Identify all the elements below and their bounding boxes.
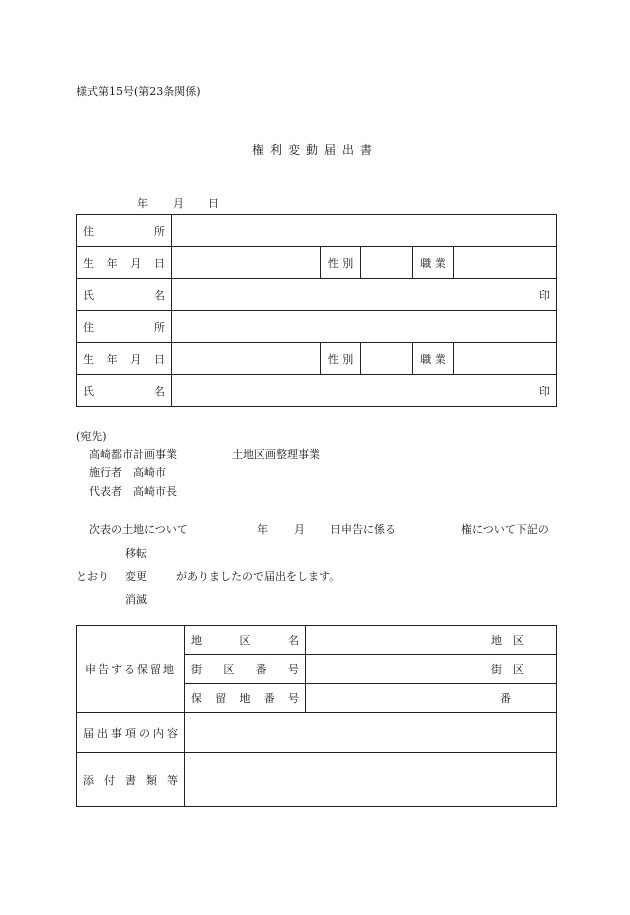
form-number: 様式第15号(第23条関係) <box>76 85 201 98</box>
block-number-field[interactable] <box>306 655 557 684</box>
table-row <box>77 753 557 807</box>
land-table <box>76 625 557 807</box>
body-line1-day: 日申告に係る <box>330 523 396 536</box>
block-number-label: 街 区 番 号 <box>185 655 306 684</box>
occupation-field[interactable] <box>454 343 557 375</box>
applicant-table <box>76 214 557 407</box>
body-line1-year: 年 <box>257 523 268 536</box>
table-row <box>77 279 557 311</box>
block-suffix: 街 区 <box>491 663 524 676</box>
district-name-label: 地 区 名 <box>185 626 306 655</box>
addressee-representative: 代表者 高崎市長 <box>89 485 177 498</box>
table-row <box>77 343 557 375</box>
reserved-land-label: 申告する保留地 <box>77 626 185 713</box>
district-suffix: 地 区 <box>491 634 524 647</box>
body-line1-end: 権について下記の <box>461 523 549 536</box>
birthdate-field[interactable] <box>172 247 321 279</box>
occupation-label: 職 業 <box>413 343 454 375</box>
body-line1-month: 月 <box>294 523 305 536</box>
sex-field[interactable] <box>361 343 413 375</box>
attachments-field[interactable] <box>185 753 557 807</box>
option-extinction: 消滅 <box>125 593 147 606</box>
address-label: 住 所 <box>77 311 172 343</box>
date-month-label: 月 <box>173 197 184 210</box>
table-row <box>77 215 557 247</box>
option-transfer: 移転 <box>125 547 147 560</box>
birthdate-label: 生 年 月 日 <box>77 247 172 279</box>
address-field[interactable] <box>172 215 557 247</box>
sex-label: 性 別 <box>321 247 361 279</box>
occupation-field[interactable] <box>454 247 557 279</box>
birthdate-label: 生 年 月 日 <box>77 343 172 375</box>
notification-content-label: 届 出 事 項 の 内 容 <box>77 713 185 753</box>
seal-mark: 印 <box>539 384 550 398</box>
table-row <box>77 713 557 753</box>
date-day-label: 日 <box>208 197 219 210</box>
reserved-lot-number-label: 保 留 地 番 号 <box>185 684 306 713</box>
page-title: 権利変動届出書 <box>251 143 378 157</box>
name-field[interactable] <box>172 375 557 407</box>
district-name-field[interactable] <box>306 626 557 655</box>
option-change: 変更 <box>125 570 147 583</box>
sex-field[interactable] <box>361 247 413 279</box>
table-row <box>77 626 557 655</box>
body-line2-end: がありましたので届出をします。 <box>176 570 341 583</box>
table-row <box>77 311 557 343</box>
occupation-label: 職 業 <box>413 247 454 279</box>
table-row <box>77 247 557 279</box>
name-field[interactable] <box>172 279 557 311</box>
notification-content-field[interactable] <box>185 713 557 753</box>
reserved-lot-number-field[interactable] <box>306 684 557 713</box>
table-row <box>77 375 557 407</box>
seal-mark: 印 <box>539 288 550 302</box>
addressee-executor: 施行者 高崎市 <box>89 466 166 479</box>
addressee-project-type: 土地区画整理事業 <box>232 448 320 461</box>
name-label: 氏 名 <box>77 279 172 311</box>
addressee-heading: (宛先) <box>76 430 107 443</box>
body-line1-start: 次表の土地について <box>89 523 188 536</box>
birthdate-field[interactable] <box>172 343 321 375</box>
body-line2-start: とおり <box>76 570 109 583</box>
address-field[interactable] <box>172 311 557 343</box>
attachments-label: 添 付 書 類 等 <box>77 753 185 807</box>
sex-label: 性 別 <box>321 343 361 375</box>
name-label: 氏 名 <box>77 375 172 407</box>
addressee-project: 高崎都市計画事業 <box>89 448 177 461</box>
date-year-label: 年 <box>137 197 148 210</box>
lot-suffix: 番 <box>500 692 511 705</box>
address-label: 住 所 <box>77 215 172 247</box>
